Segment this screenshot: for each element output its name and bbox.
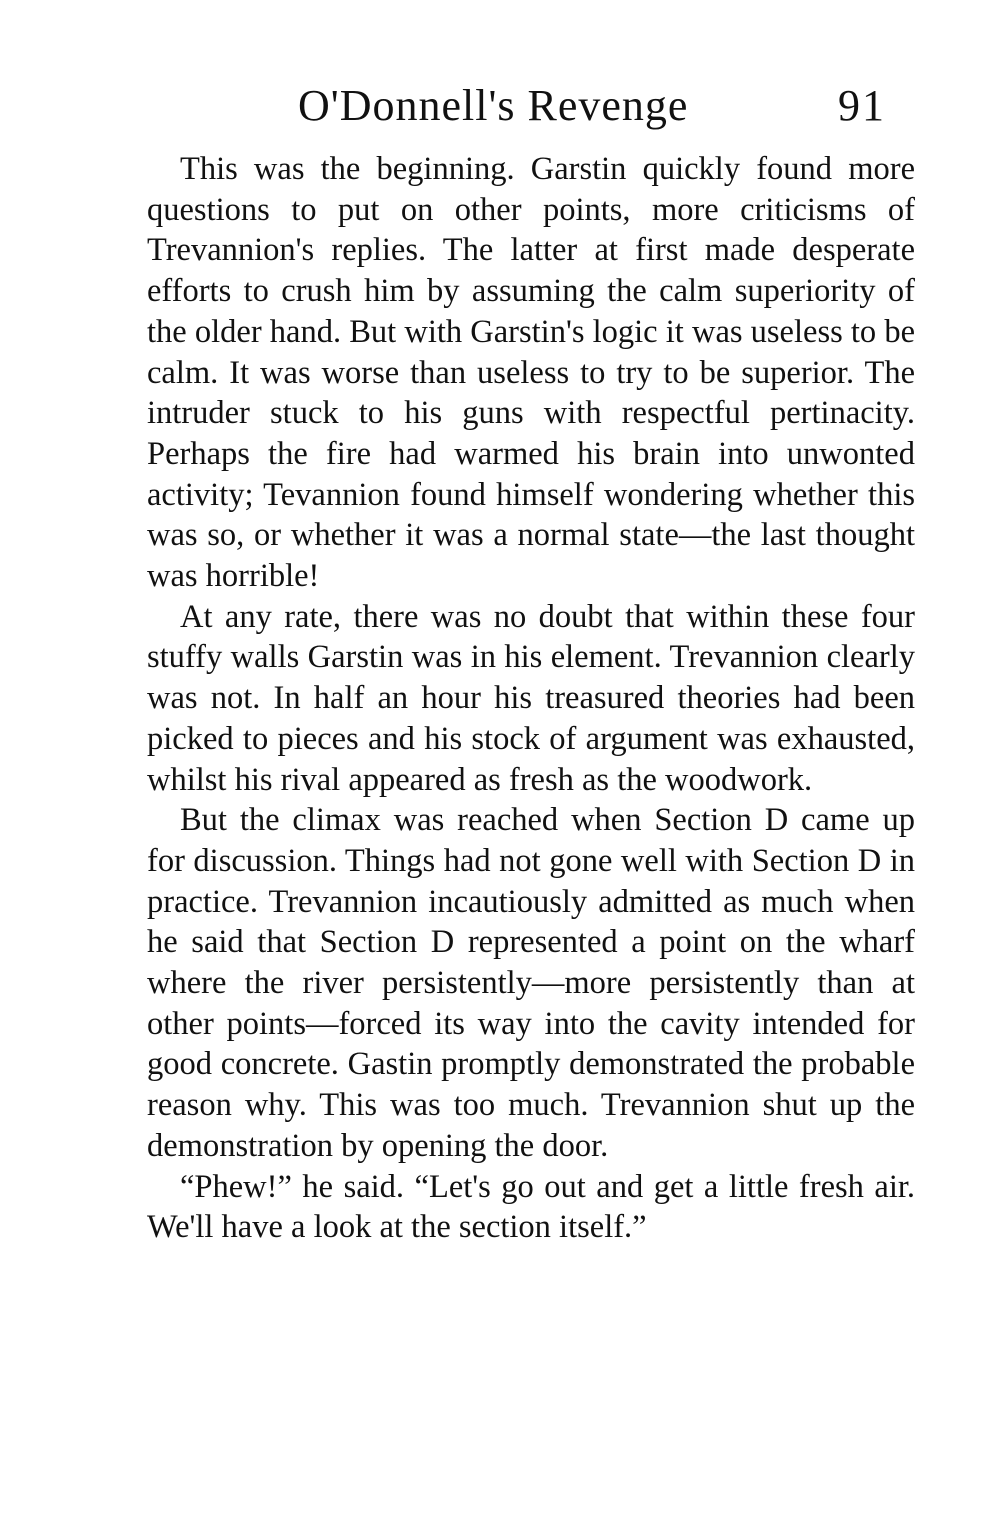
running-head	[0, 76, 1000, 136]
paragraph-4: “Phew!” he said. “Let's go out and get a little fresh air. We'll have a look at the section itself.”	[147, 1168, 915, 1246]
page-number: 91	[838, 81, 886, 130]
paragraph-1: This was the beginning. Garstin quickly found more questions to put on other points, more criticisms of Trevannion's replies. The latter at first made desperate efforts to crush him by assuming the calm superiority of the older hand. But with Garstin's logic it was useless to be calm. It was worse than useless to try to be superior. The intruder stuck to his guns with respectful pertinacity. Perhaps the fire had warmed his brain into unwonted activity; Tevannion found himself wondering whether this was so, or whether it was a normal state—the last thought was horrible!	[147, 151, 915, 595]
paragraph-3: But the climax was reached when Section D came up for discussion. Things had not gone well with Section D in practice. Trevannion incautiously admitted as much when he said that Section D represented a point on the wharf where the river persistently—more persistently than at other points—forced its way into the cavity intended for good concrete. Gastin promptly demonstrated the probable reason why. This was too much. Trevannion shut up the demonstration by opening the door.	[147, 802, 915, 1164]
paragraph-2: At any rate, there was no doubt that within these four stuffy walls Garstin was in his element. Trevannion clearly was not. In half an hour his treasured theories had been picked to pieces and his stock of argument was exhausted, whilst his rival appeared as fresh as the woodwork.	[147, 598, 915, 798]
body-text	[147, 149, 915, 1248]
chapter-title: O'Donnell's Revenge	[298, 81, 689, 130]
